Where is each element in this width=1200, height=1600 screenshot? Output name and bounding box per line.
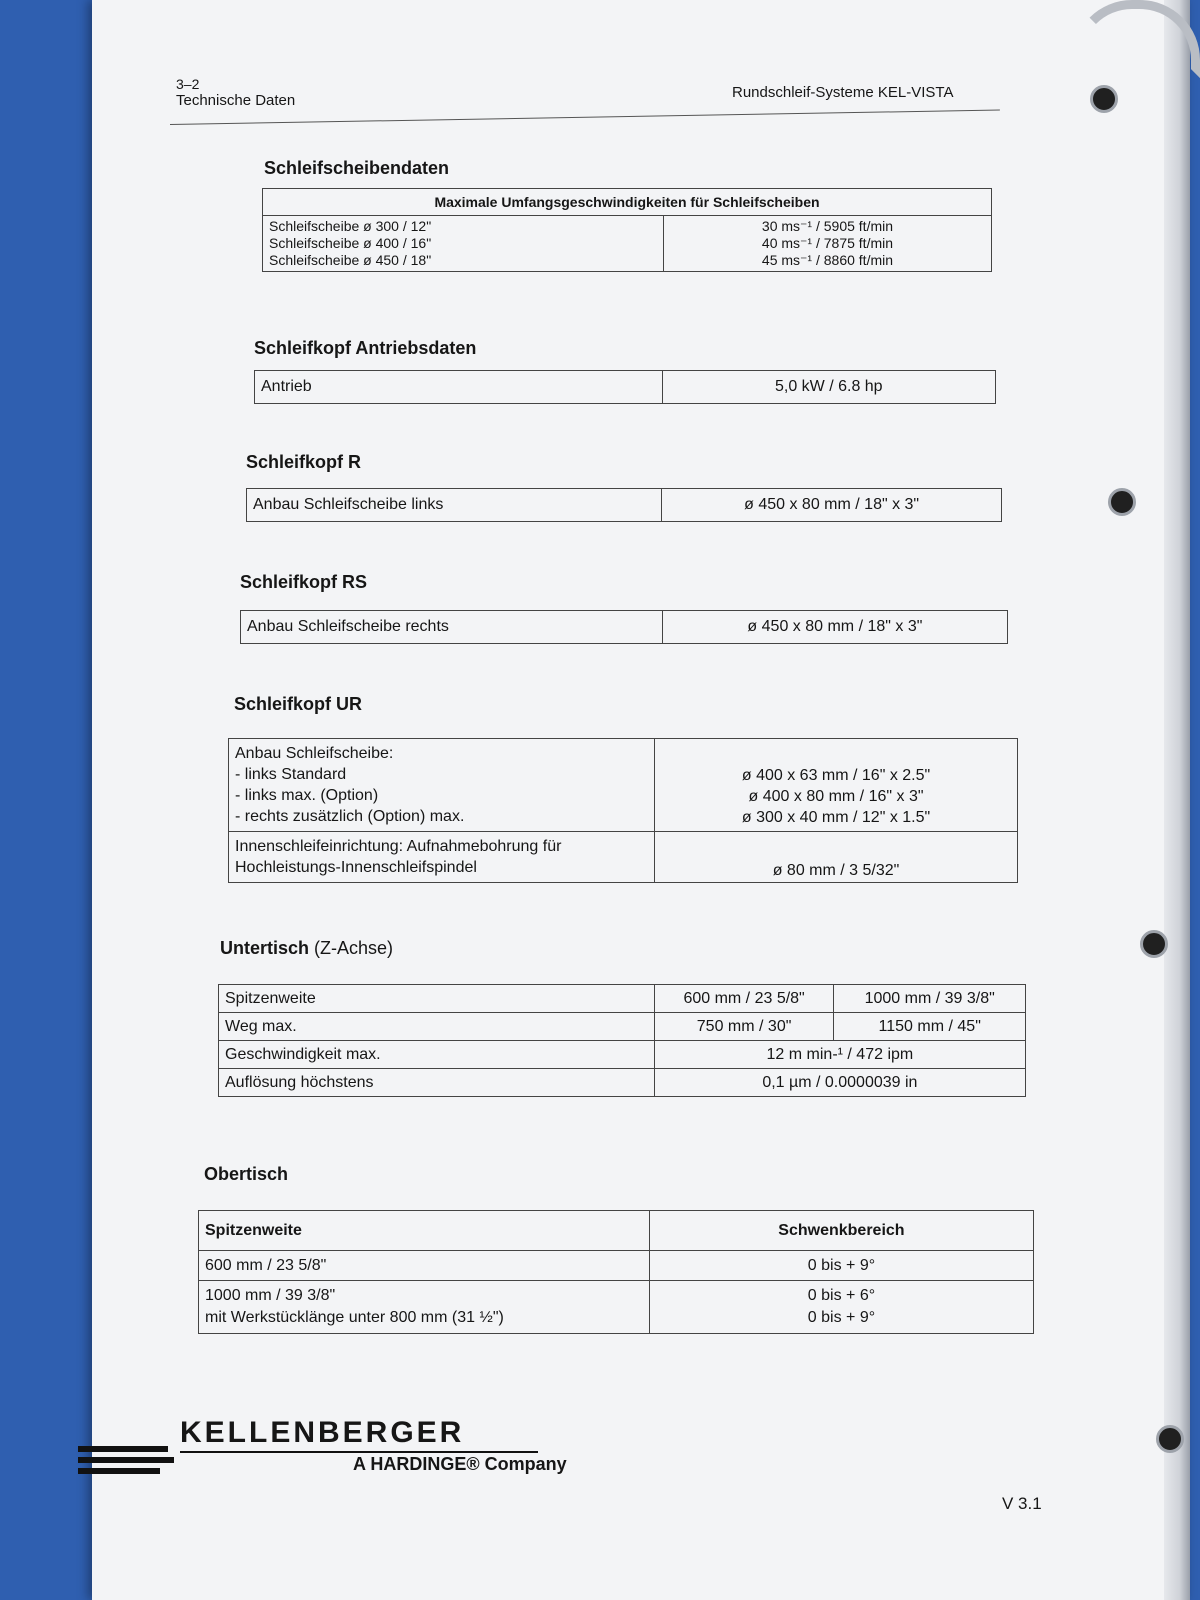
table-cell: 12 m min-¹ / 472 ipm [654,1041,1025,1069]
punch-hole [1108,488,1136,516]
section-heading: Schleifscheibendaten [264,158,450,178]
table-cell: 1000 mm / 39 3/8" mit Werkstücklänge unter 800 mm (31 ½") [199,1281,650,1334]
logo-rule [180,1451,538,1453]
punch-hole [1090,85,1118,113]
section-heading: Schleifkopf UR [234,694,363,714]
table-cell: Anbau Schleifscheibe links [247,489,662,522]
table-cell: Spitzenweite [219,985,655,1013]
table-cell: Innenschleifeinrichtung: Aufnahmebohrung für Hochleistungs-Innenschleifspindel [229,832,655,883]
lower-table [218,984,1026,1097]
punch-hole [1156,1425,1184,1453]
section-heading: Schleifkopf RS [240,572,368,592]
company-logo: KELLENBERGER [180,1416,465,1449]
table-cell: Anbau Schleifscheibe: - links Standard - links max. (Option) - rechts zusätzlich (Option) max. [229,739,655,832]
table-header: Schwenkbereich [649,1211,1033,1251]
table-cell: 750 mm / 30" [654,1013,834,1041]
table-cell: Anbau Schleifscheibe rechts [241,611,663,644]
logo-mark [78,1446,174,1484]
table-cell: 0 bis + 9° [649,1251,1033,1281]
table-cell: 600 mm / 23 5/8" [654,985,834,1013]
table-cell: Auflösung höchstens [219,1069,655,1097]
table-cell: 0,1 µm / 0.0000039 in [654,1069,1025,1097]
table-cell: Weg max. [219,1013,655,1041]
table-cell: 30 ms⁻¹ / 5905 ft/min 40 ms⁻¹ / 7875 ft/min 45 ms⁻¹ / 8860 ft/min [663,216,991,272]
section-heading: Obertisch [204,1164,289,1184]
table-cell: Schleifscheibe ø 300 / 12" Schleifscheibe ø 400 / 16" Schleifscheibe ø 450 / 18" [263,216,664,272]
table-cell: Antrieb [255,371,663,404]
upper-table [198,1210,1034,1334]
table-cell: ø 80 mm / 3 5/32" [655,832,1018,883]
table-cell: Geschwindigkeit max. [219,1041,655,1069]
head-rs-table [240,610,1008,644]
section-title: Technische Daten [176,92,296,109]
punch-hole [1140,930,1168,958]
version-label: V 3.1 [1002,1494,1042,1513]
table-cell: 600 mm / 23 5/8" [199,1251,650,1281]
table-cell: ø 450 x 80 mm / 18" x 3" [662,611,1007,644]
binder-edge [1164,0,1190,1600]
company-subtitle: A HARDINGE® Company [353,1454,567,1474]
table-cell: 0 bis + 6° 0 bis + 9° [649,1281,1033,1334]
table-header: Spitzenweite [199,1211,650,1251]
table-cell: 1150 mm / 45" [834,1013,1026,1041]
page-number: 3–2 [176,76,200,92]
table-cell: 1000 mm / 39 3/8" [834,985,1026,1013]
drive-table [254,370,996,404]
table-cell: ø 400 x 63 mm / 16" x 2.5" ø 400 x 80 mm / 16" x 3" ø 300 x 40 mm / 12" x 1.5" [655,739,1018,832]
section-heading: Untertisch (Z-Achse) [220,938,394,958]
head-ur-table [228,738,1018,883]
product-title: Rundschleif-Systeme KEL-VISTA [732,84,954,101]
head-r-table [246,488,1002,522]
table-cell: 5,0 kW / 6.8 hp [662,371,995,404]
section-heading: Schleifkopf R [246,452,362,472]
table-caption: Maximale Umfangsgeschwindigkeiten für Schleifscheiben [263,189,992,216]
table-cell: ø 450 x 80 mm / 18" x 3" [662,489,1002,522]
section-heading: Schleifkopf Antriebsdaten [254,338,477,358]
wheel-speed-table [262,188,992,272]
